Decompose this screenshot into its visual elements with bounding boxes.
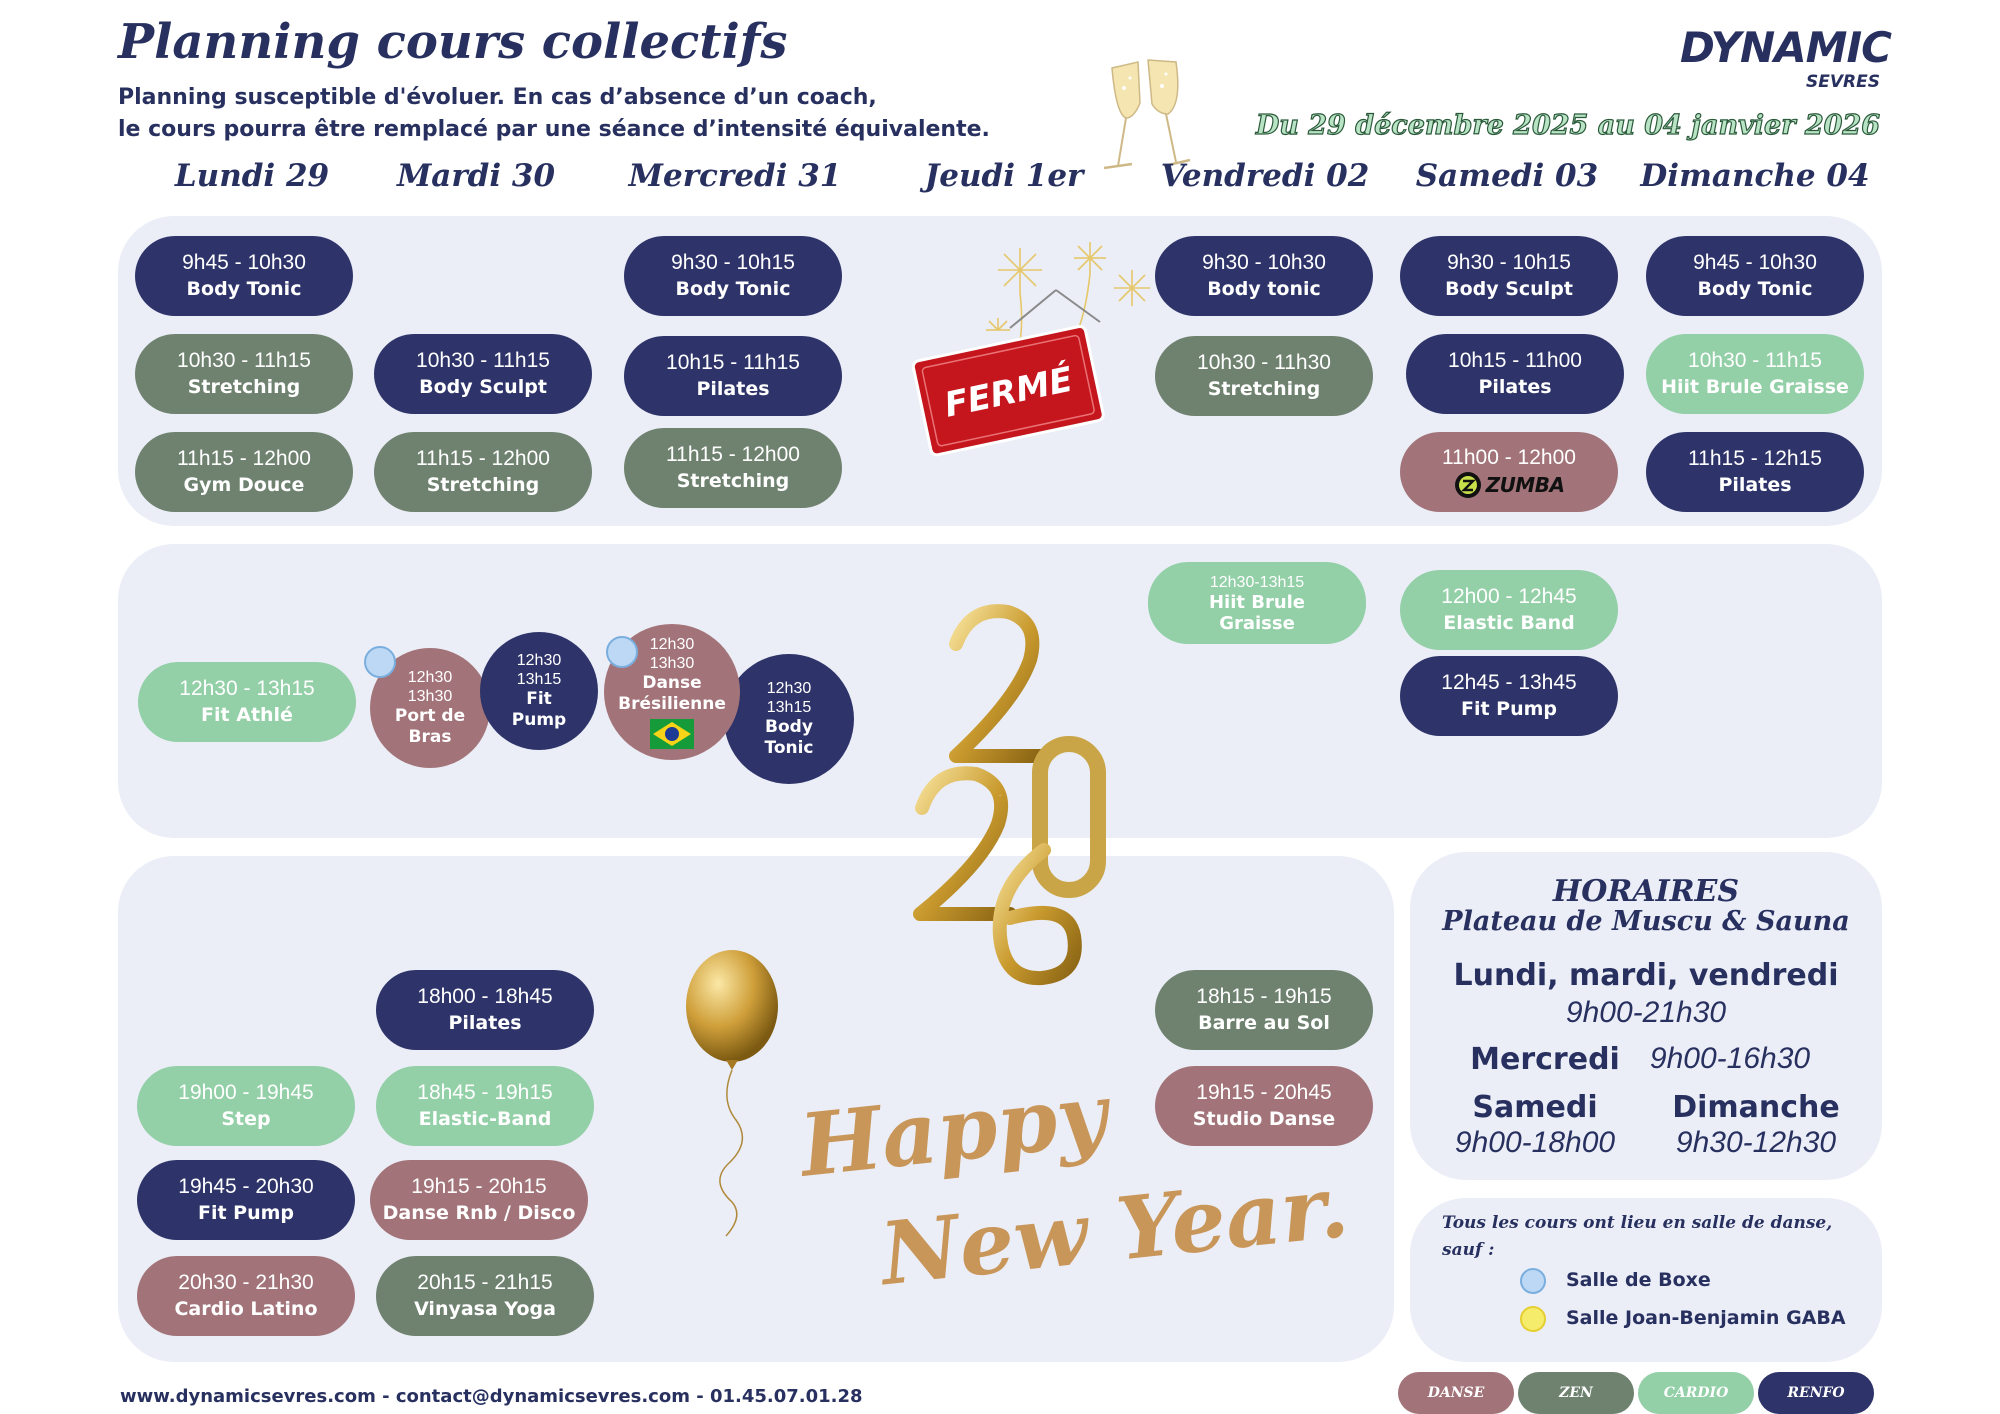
- class-name: Graisse: [1219, 612, 1295, 634]
- class-time: 12h00 - 12h45: [1441, 585, 1577, 608]
- class-pilates[interactable]: [624, 336, 842, 416]
- class-name: Pilates: [448, 1012, 522, 1034]
- class-pilates[interactable]: [1646, 432, 1864, 512]
- balloon-icon: [680, 950, 790, 1250]
- class-name: Elastic Band: [1443, 612, 1575, 634]
- class-zumba[interactable]: [1400, 432, 1618, 512]
- class-name: Stretching: [676, 470, 790, 492]
- class-body-tonic[interactable]: [1646, 236, 1864, 316]
- class-name: Pump: [511, 710, 567, 730]
- class-name: Pilates: [1478, 376, 1552, 398]
- class-name: Pilates: [1718, 474, 1792, 496]
- class-name: Body tonic: [1207, 278, 1321, 300]
- class-time: 11h00 - 12h00: [1442, 446, 1576, 469]
- day-header-lundi: Lundi 29: [174, 158, 330, 194]
- rooms-note-line: Tous les cours ont lieu en salle de danse,: [1442, 1213, 1833, 1233]
- class-time: 18h45 - 19h15: [417, 1081, 553, 1104]
- hours-subtitle: Plateau de Muscu & Sauna: [1442, 906, 1850, 937]
- class-stretching[interactable]: [135, 334, 353, 414]
- class-time: 19h45 - 20h30: [178, 1175, 314, 1198]
- class-cardio-latino[interactable]: [137, 1256, 355, 1336]
- hours-wednesday-label: Mercredi: [1470, 1042, 1620, 1077]
- class-name: Fit: [526, 689, 552, 709]
- day-header-dimanche: Dimanche 04: [1640, 158, 1870, 194]
- class-time-start: 12h30: [649, 636, 695, 653]
- year-label: 2026: [998, 796, 1002, 797]
- zumba-logo: [1454, 471, 1565, 499]
- salle-gaba-label: Salle Joan-Benjamin GABA: [1566, 1307, 1846, 1329]
- class-time: 20h15 - 21h15: [417, 1271, 553, 1294]
- class-time-start: 12h30: [407, 669, 453, 686]
- hours-title: HORAIRES: [1552, 874, 1740, 909]
- year-2026-decoration: [890, 596, 1130, 996]
- zumba-logo-icon: [1454, 471, 1482, 499]
- subtitle-line: le cours pourra être remplacé par une séance d’intensité équivalente.: [118, 117, 990, 142]
- class-name: Stretching: [187, 376, 301, 398]
- class-barre-au-sol[interactable]: [1155, 970, 1373, 1050]
- class-elastic-band[interactable]: [1400, 570, 1618, 650]
- hours-sunday-time: 9h30-12h30: [1675, 1126, 1837, 1159]
- class-stretching[interactable]: [1155, 336, 1373, 416]
- class-time: 9h30 - 10h15: [671, 251, 795, 274]
- class-name: Body Tonic: [186, 278, 302, 300]
- footer-contact[interactable]: www.dynamicsevres.com - contact@dynamicsevres.com - 01.45.07.01.28: [120, 1386, 863, 1407]
- day-header-mardi: Mardi 30: [396, 158, 556, 194]
- class-name: Fit Pump: [197, 1202, 295, 1224]
- class-time: 12h30 - 13h15: [179, 677, 315, 700]
- class-time: 9h45 - 10h30: [1693, 251, 1817, 274]
- class-fit-pump[interactable]: [1400, 656, 1618, 736]
- class-time: 19h00 - 19h45: [178, 1081, 314, 1104]
- class-hiit-brule-graisse[interactable]: [1646, 334, 1864, 414]
- class-time: 10h30 - 11h30: [1197, 351, 1331, 374]
- class-name: Cardio Latino: [174, 1298, 318, 1320]
- class-time: 12h45 - 13h45: [1441, 671, 1577, 694]
- greeting-happy: Happy: [795, 1064, 1112, 1197]
- brazil-flag-icon: [650, 719, 694, 749]
- class-stretching[interactable]: [374, 432, 592, 512]
- class-name: Vinyasa Yoga: [414, 1298, 556, 1320]
- class-time-end: 13h15: [516, 671, 562, 688]
- date-range: Du 29 décembre 2025 au 04 janvier 2026: [1255, 110, 1880, 141]
- subtitle-line: Planning susceptible d'évoluer. En cas d’absence d’un coach,: [118, 85, 877, 110]
- class-hiit-brule-graisse[interactable]: [1148, 562, 1366, 644]
- class-studio-danse[interactable]: [1155, 1066, 1373, 1146]
- class-name: Body Tonic: [1697, 278, 1813, 300]
- class-name: Danse Rnb / Disco: [382, 1202, 576, 1224]
- class-name: Hiit Brule Graisse: [1661, 376, 1849, 398]
- class-time: 9h30 - 10h15: [1447, 251, 1571, 274]
- class-time: 18h00 - 18h45: [417, 985, 553, 1008]
- class-name: ZUMBA: [1485, 473, 1565, 497]
- class-time: 10h15 - 11h00: [1448, 349, 1582, 372]
- class-time: 19h15 - 20h15: [411, 1175, 547, 1198]
- day-header-samedi: Samedi 03: [1415, 158, 1599, 194]
- class-danse-rnb-disco[interactable]: [370, 1160, 588, 1240]
- class-elastic-band[interactable]: [376, 1066, 594, 1146]
- closed-sign: [900, 230, 1180, 490]
- class-name: Step: [221, 1108, 271, 1130]
- class-name: Danse: [642, 673, 702, 693]
- class-time: 11h15 - 12h00: [416, 447, 550, 470]
- class-time: 19h15 - 20h45: [1196, 1081, 1332, 1104]
- class-name: Bras: [408, 727, 452, 747]
- class-name: Studio Danse: [1192, 1108, 1336, 1130]
- class-time: 11h15 - 12h00: [177, 447, 311, 470]
- class-pilates[interactable]: [1406, 334, 1624, 414]
- class-step[interactable]: [137, 1066, 355, 1146]
- class-time: 9h30 - 10h30: [1202, 251, 1326, 274]
- class-name: Fit Athlé: [201, 704, 293, 726]
- class-name: Body Sculpt: [419, 376, 547, 398]
- legend-renfo: RENFO: [1758, 1372, 1874, 1414]
- class-name: Body Tonic: [675, 278, 791, 300]
- salle-gaba-marker: [1520, 1306, 1546, 1332]
- day-header-mercredi: Mercredi 31: [628, 158, 842, 194]
- closed-label: FERMÉ: [941, 359, 1077, 426]
- class-time: 9h45 - 10h30: [182, 251, 306, 274]
- class-time: 12h30-13h15: [1209, 573, 1305, 591]
- salle-boxe-marker: [364, 646, 396, 678]
- class-name: Stretching: [426, 474, 540, 496]
- class-time-start: 12h30: [766, 680, 812, 697]
- class-name: Fit Pump: [1460, 698, 1558, 720]
- class-fit-pump[interactable]: [137, 1160, 355, 1240]
- class-name: Body: [765, 717, 813, 737]
- class-body-sculpt[interactable]: [1400, 236, 1618, 316]
- class-time-end: 13h30: [407, 688, 453, 705]
- class-time-end: 13h30: [649, 655, 695, 672]
- class-name: Port de: [394, 706, 466, 726]
- class-body-tonic[interactable]: [724, 654, 854, 784]
- class-fit-athle[interactable]: [138, 662, 356, 742]
- rooms-note: [1442, 1210, 1872, 1264]
- hours-wednesday-time: 9h00-16h30: [1649, 1042, 1811, 1075]
- rooms-note-line: sauf :: [1442, 1240, 1495, 1260]
- greeting-new-year: New Year.: [876, 1155, 1354, 1306]
- class-name: Brésilienne: [618, 694, 726, 714]
- class-gym-douce[interactable]: [135, 432, 353, 512]
- day-header-vendredi: Vendredi 02: [1160, 158, 1370, 194]
- page-title: Planning cours collectifs: [118, 14, 788, 70]
- class-time: 11h15 - 12h00: [666, 443, 800, 466]
- salle-boxe-marker: [606, 636, 638, 668]
- day-header-jeudi: Jeudi 1er: [924, 158, 1084, 194]
- class-time-start: 12h30: [516, 652, 562, 669]
- class-fit-pump[interactable]: [480, 632, 598, 750]
- page-subtitle: [118, 82, 990, 146]
- class-time: 20h30 - 21h30: [178, 1271, 314, 1294]
- legend-danse: DANSE: [1398, 1372, 1514, 1414]
- class-name: Body Sculpt: [1445, 278, 1573, 300]
- salle-boxe-marker: [1520, 1268, 1546, 1294]
- class-body-sculpt[interactable]: [374, 334, 592, 414]
- class-name: Elastic-Band: [418, 1108, 552, 1130]
- class-name: Barre au Sol: [1198, 1012, 1330, 1034]
- class-stretching[interactable]: [624, 428, 842, 508]
- class-name: Tonic: [764, 738, 814, 758]
- class-name: Stretching: [1207, 378, 1321, 400]
- hours-weekdays-label: Lundi, mardi, vendredi: [1453, 958, 1839, 993]
- class-time: 11h15 - 12h15: [1688, 447, 1822, 470]
- brand-logo: DYNAMIC: [1680, 23, 1891, 72]
- brand-logo-subtitle: SEVRES: [1806, 72, 1880, 92]
- class-time: 18h15 - 19h15: [1196, 985, 1332, 1008]
- class-name: Gym Douce: [183, 474, 305, 496]
- class-time: 10h30 - 11h15: [177, 349, 311, 372]
- hours-saturday-time: 9h00-18h00: [1454, 1126, 1616, 1159]
- class-time: 10h30 - 11h15: [1688, 349, 1822, 372]
- class-pilates[interactable]: [376, 970, 594, 1050]
- salle-boxe-label: Salle de Boxe: [1566, 1269, 1711, 1291]
- legend-zen: ZEN: [1518, 1372, 1634, 1414]
- class-vinyasa-yoga[interactable]: [376, 1256, 594, 1336]
- class-time-end: 13h15: [766, 699, 812, 716]
- class-body-tonic[interactable]: [135, 236, 353, 316]
- class-body-tonic[interactable]: [624, 236, 842, 316]
- class-name: Pilates: [696, 378, 770, 400]
- hours-saturday-label: Samedi: [1472, 1090, 1598, 1125]
- hours-weekdays-time: 9h00-21h30: [1565, 996, 1727, 1029]
- legend-cardio: CARDIO: [1638, 1372, 1754, 1414]
- class-time: 10h15 - 11h15: [666, 351, 800, 374]
- hours-sunday-label: Dimanche: [1672, 1090, 1840, 1125]
- class-time: 10h30 - 11h15: [416, 349, 550, 372]
- class-body-tonic[interactable]: [1155, 236, 1373, 316]
- class-name: Hiit Brule: [1208, 591, 1306, 613]
